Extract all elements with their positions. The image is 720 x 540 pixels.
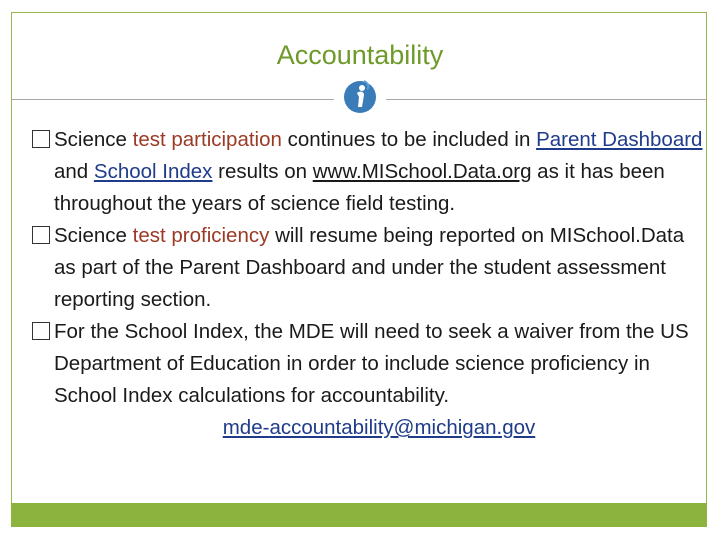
mde-person-logo-icon xyxy=(340,77,380,117)
highlight-test-proficiency: test proficiency xyxy=(132,224,270,247)
title-divider-left xyxy=(11,99,334,100)
link-parent-dashboard[interactable]: Parent Dashboard xyxy=(536,128,703,151)
email-link[interactable]: mde-accountability@michigan.gov xyxy=(222,416,536,439)
slide-content xyxy=(32,124,704,444)
email-line xyxy=(32,412,704,444)
bullet-box-icon xyxy=(32,130,50,148)
footer-bar xyxy=(11,503,707,527)
link-school-index[interactable]: School Index xyxy=(93,160,213,183)
bullet-school-index-waiver: For the School Index, the MDE will need to seek a waiver from the US Department of Education in order to include science proficiency in School Index calculations for accountability. xyxy=(32,316,704,412)
highlight-test-participation: test participation xyxy=(132,128,282,151)
title-divider-right xyxy=(386,99,707,100)
bullet-box-icon xyxy=(32,322,50,340)
bullet-box-icon xyxy=(32,226,50,244)
slide-title: Accountability xyxy=(276,40,444,70)
bullet-proficiency: Science test proficiency will resume being reported on MISchool.Data as part of the Parent Dashboard and under the student assessment reporting section. xyxy=(32,220,704,316)
link-mischool-data[interactable]: www.MISchool.Data.org xyxy=(312,160,532,183)
bullet-participation: Science test participation continues to be included in Parent Dashboard and School Index results on www.MISchool.Data.org as it has been throughout the years of science field testing. xyxy=(32,124,704,220)
